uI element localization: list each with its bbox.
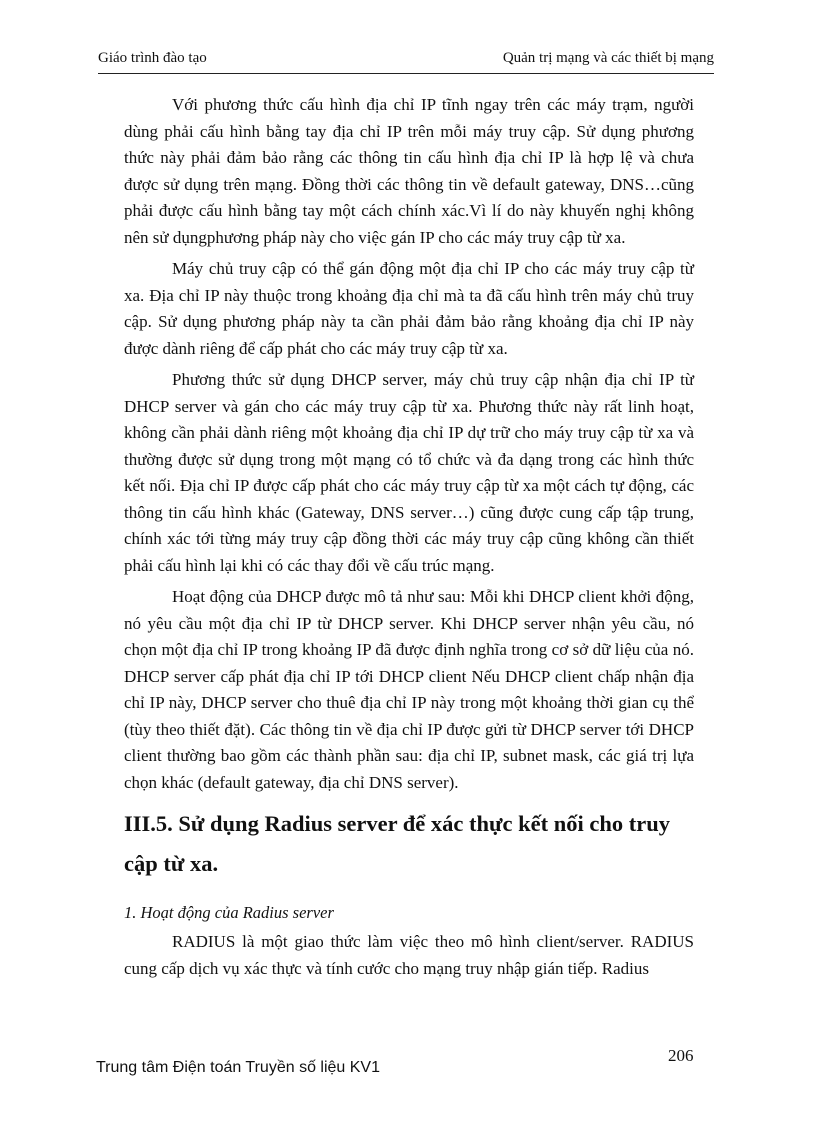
paragraph-dhcp-method: Phương thức sử dụng DHCP server, máy chủ truy cập nhận địa chỉ IP từ DHCP server và gán cho các máy truy cập từ xa. Phương thức này rất linh hoạt, không cần phải dành riêng một khoảng địa chỉ IP dự trữ cho máy truy cập từ xa và thường được sử dụng trong một mạng có tổ chức và đa dạng trong các hình thức kết nối. Địa chỉ IP được cấp phát cho các máy truy cập từ xa một cách tự động, các thông tin cấu hình khác (Gateway, DNS server…) cũng được cung cấp tập trung, chính xác tới từng máy truy cập đồng thời các máy truy cập cũng không cần thiết phải cấu hình lại khi có các thay đổi về cấu trúc mạng. [124, 370, 694, 575]
paragraph-dynamic-ip: Máy chủ truy cập có thể gán động một địa chỉ IP cho các máy truy cập từ xa. Địa chỉ IP này thuộc trong khoảng địa chỉ mà ta đã cấu hình trên máy chủ truy cập. Sử dụng phương pháp này ta cần phải đảm bảo rằng khoảng địa chỉ IP này được dành riêng để cấp phát cho các máy truy cập từ xa. [124, 259, 694, 358]
page-number: 206 [668, 1046, 694, 1065]
page-footer: Trung tâm Điện toán Truyền số liệu KV1 [96, 1059, 380, 1076]
header-left-title: Giáo trình đào tạo [98, 50, 207, 66]
subsection-heading: 1. Hoạt động của Radius server [124, 903, 334, 922]
paragraph-radius-intro: RADIUS là một giao thức làm việc theo mô hình client/server. RADIUS cung cấp dịch vụ xác thực và tính cước cho mạng truy nhập gián tiếp. Radius [124, 932, 694, 978]
header-right-title: Quản trị mạng và các thiết bị mạng [502, 50, 714, 66]
section-heading: III.5. Sử dụng Radius server để xác thực kết nối cho truy cập từ xa. [124, 811, 671, 876]
main-content [124, 92, 694, 987]
page-header [98, 48, 714, 68]
paragraph-dhcp-operation: Hoạt động của DHCP được mô tả như sau: Mỗi khi DHCP client khởi động, nó yêu cầu một địa chỉ IP từ DHCP server. Khi DHCP server nhận yêu cầu, nó chọn một địa chỉ IP trong khoảng IP đã được định nghĩa trong cơ sở dữ liệu của nó. DHCP server cấp phát địa chỉ IP tới DHCP client Nếu DHCP client chấp nhận địa chỉ IP này, DHCP server cho thuê địa chỉ IP này trong một khoảng thời gian cụ thể (tùy theo thiết đặt). Các thông tin về địa chỉ IP được gửi từ DHCP server tới DHCP client thường bao gồm các thành phần sau: địa chỉ IP, subnet mask, các giá trị lựa chọn khác (default gateway, địa chỉ DNS server). [124, 587, 694, 792]
header-divider [98, 73, 714, 74]
paragraph-static-ip: Với phương thức cấu hình địa chỉ IP tĩnh ngay trên các máy trạm, người dùng phải cấu hình bằng tay địa chỉ IP trên mỗi máy truy cập. Sử dụng phương thức này phải đảm bảo rằng các thông tin cấu hình địa chỉ IP là hợp lệ và chưa được sử dụng trên mạng. Đồng thời các thông tin về default gateway, DNS…cũng phải được cấu hình bằng tay một cách chính xác.Vì lí do này khuyến nghị không nên sử dụngphương pháp này cho việc gán IP cho các máy truy cập từ xa. [124, 95, 694, 247]
